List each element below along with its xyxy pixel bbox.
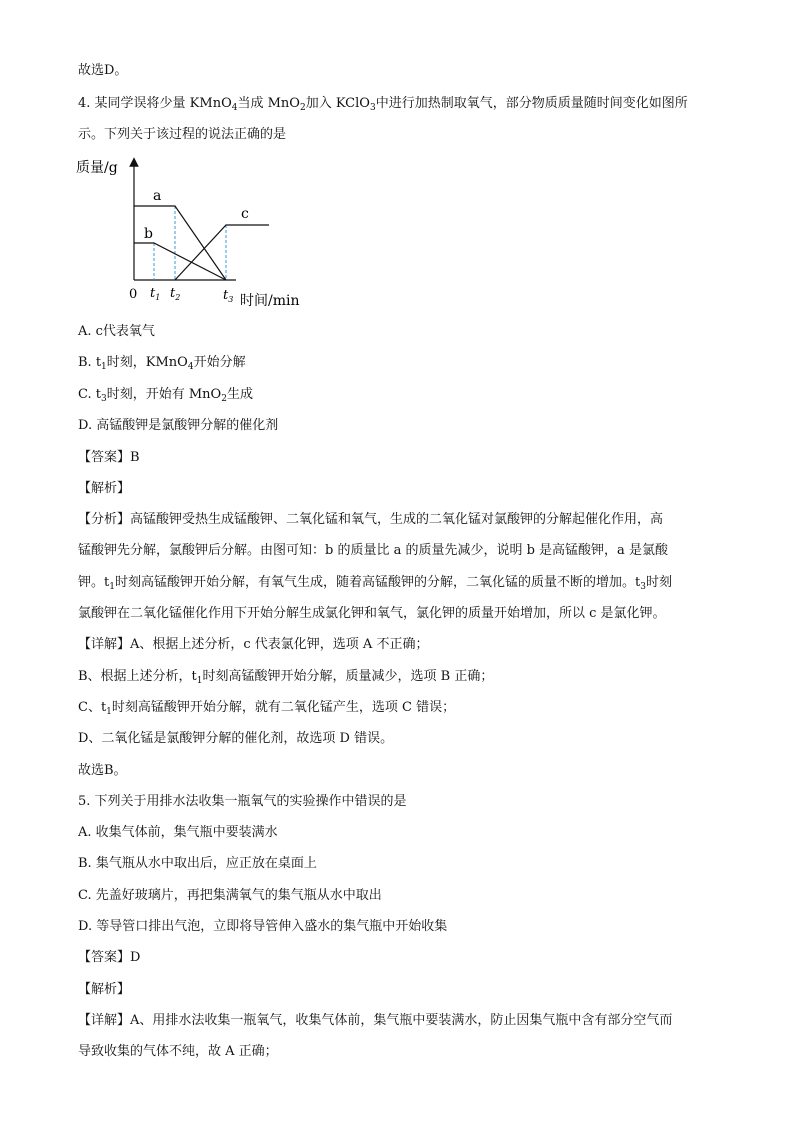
q4-stem-text: 中进行加热制取氧气，部分物质质量随时间变化如图所 xyxy=(375,96,688,111)
q4-option-text: 生成 xyxy=(226,387,253,402)
curve-c-label: c xyxy=(241,206,249,222)
q4-stem-line2: 示。下列关于该过程的说法正确的是 xyxy=(78,127,287,142)
q4-option-text: C. t xyxy=(78,387,101,402)
q4-stem-text: 当成 MnO xyxy=(237,96,300,111)
q4-option-sub: 1 xyxy=(101,362,107,372)
q5-option-b: B. 集气瓶从水中取出后，应正放在桌面上 xyxy=(78,856,317,871)
q5-analysis-head: 【解析】 xyxy=(78,982,131,997)
q5-option-c: C. 先盖好玻璃片，再把集满氧气的集气瓶从水中取出 xyxy=(78,888,382,903)
q4-stem-sub: 2 xyxy=(299,103,306,113)
q4-option-d: D. 高锰酸钾是氯酸钾分解的催化剂 xyxy=(78,418,279,433)
q4-option-b xyxy=(78,354,246,376)
q4-detail-c xyxy=(78,699,455,721)
detail-text: 时刻高锰酸钾开始分解，质量减少，选项 B 正确； xyxy=(202,669,494,684)
q4-option-text: 开始分解 xyxy=(193,355,246,370)
detail-text: B、根据上述分析，t xyxy=(78,669,197,684)
q5-stem: 5. 下列关于用排水法收集一瓶氧气的实验操作中错误的是 xyxy=(78,794,407,809)
q4-stem-line1 xyxy=(78,95,688,117)
detail-sub: 1 xyxy=(196,676,203,686)
q4-detail-a: 【详解】A、根据上述分析，c 代表氯化钾，选项 A 不正确； xyxy=(78,637,429,652)
x-axis-label: 时间/min xyxy=(240,293,300,309)
analysis-sub: 1 xyxy=(109,582,115,592)
q4-conclusion: 故选B。 xyxy=(78,763,127,778)
q4-stem-text: 加入 KClO xyxy=(305,96,370,111)
q5-detail-line2: 导致收集的气体不纯，故 A 正确； xyxy=(78,1044,278,1059)
q4-option-sub: 3 xyxy=(100,394,107,404)
q4-option-c xyxy=(78,386,253,408)
q4-stem-sub: 4 xyxy=(231,103,238,113)
q5-detail-line1: 【详解】A、用排水法收集一瓶氧气，收集气体前，集气瓶中要装满水，防止因集气瓶中含有部分空气而 xyxy=(78,1013,673,1028)
analysis-sub: 3 xyxy=(640,582,646,592)
t3-label: $t_3$ xyxy=(223,288,234,304)
y-axis-label: 质量/g xyxy=(76,160,118,176)
q5-answer: 【答案】D xyxy=(78,950,141,965)
curve-b-label: b xyxy=(144,226,153,242)
q5-option-d: D. 等导管口排出气泡，立即将导管伸入盛水的集气瓶中开始收集 xyxy=(78,919,448,934)
q4-option-a: A. c代表氧气 xyxy=(78,324,155,339)
analysis-text: 时刻高锰酸钾开始分解，有氧气生成，随着高锰酸钾的分解，二氧化锰的质量不断的增加。t xyxy=(114,575,641,590)
t1-label: $t_1$ xyxy=(150,286,161,302)
t2-label: $t_2$ xyxy=(170,286,181,302)
detail-text: 时刻高锰酸钾开始分解，就有二氧化锰产生，选项 C 错误； xyxy=(111,700,456,715)
q4-stem-text: 4. 某同学误将少量 KMnO xyxy=(78,96,232,111)
q4-analysis-line3 xyxy=(78,574,672,596)
q4-analysis-head: 【解析】 xyxy=(78,481,131,496)
q4-stem-sub: 3 xyxy=(369,103,376,113)
q3-conclusion: 故选D。 xyxy=(78,63,128,78)
detail-sub: 1 xyxy=(106,707,112,717)
q4-option-sub: 2 xyxy=(221,394,227,404)
analysis-text: 时刻 xyxy=(645,575,672,590)
q4-detail-d: D、二氧化锰是氯酸钾分解的催化剂，故选项 D 错误。 xyxy=(78,731,394,746)
q4-option-text: 时刻，KMnO xyxy=(106,355,188,370)
q4-analysis-line2: 锰酸钾先分解，氯酸钾后分解。由图可知：b 的质量比 a 的质量先减少，说明 b 是高锰酸钾，a 是氯酸 xyxy=(78,543,668,558)
q4-analysis-line4: 氯酸钾在二氧化锰催化作用下开始分解生成氯化钾和氧气，氯化钾的质量开始增加，所以 c 是氯化钾。 xyxy=(78,606,666,621)
detail-text: C、t xyxy=(78,700,107,715)
q4-detail-b xyxy=(78,668,493,690)
curve-a-label: a xyxy=(153,188,162,204)
q5-option-a: A. 收集气体前，集气瓶中要装满水 xyxy=(78,825,278,840)
q4-answer: 【答案】B xyxy=(78,450,140,465)
q4-option-text: 时刻，开始有 MnO xyxy=(106,387,222,402)
q4-option-sub: 4 xyxy=(187,362,194,372)
origin-label: 0 xyxy=(129,287,138,302)
curve-c xyxy=(175,225,269,280)
q4-analysis-line1: 【分析】高锰酸钾受热生成锰酸钾、二氧化锰和氧气，生成的二氧化锰对氯酸钾的分解起催化作用，高 xyxy=(78,512,664,527)
mass-time-graph xyxy=(74,152,314,312)
analysis-text: 钾。t xyxy=(78,575,110,590)
q4-option-text: B. t xyxy=(78,355,102,370)
